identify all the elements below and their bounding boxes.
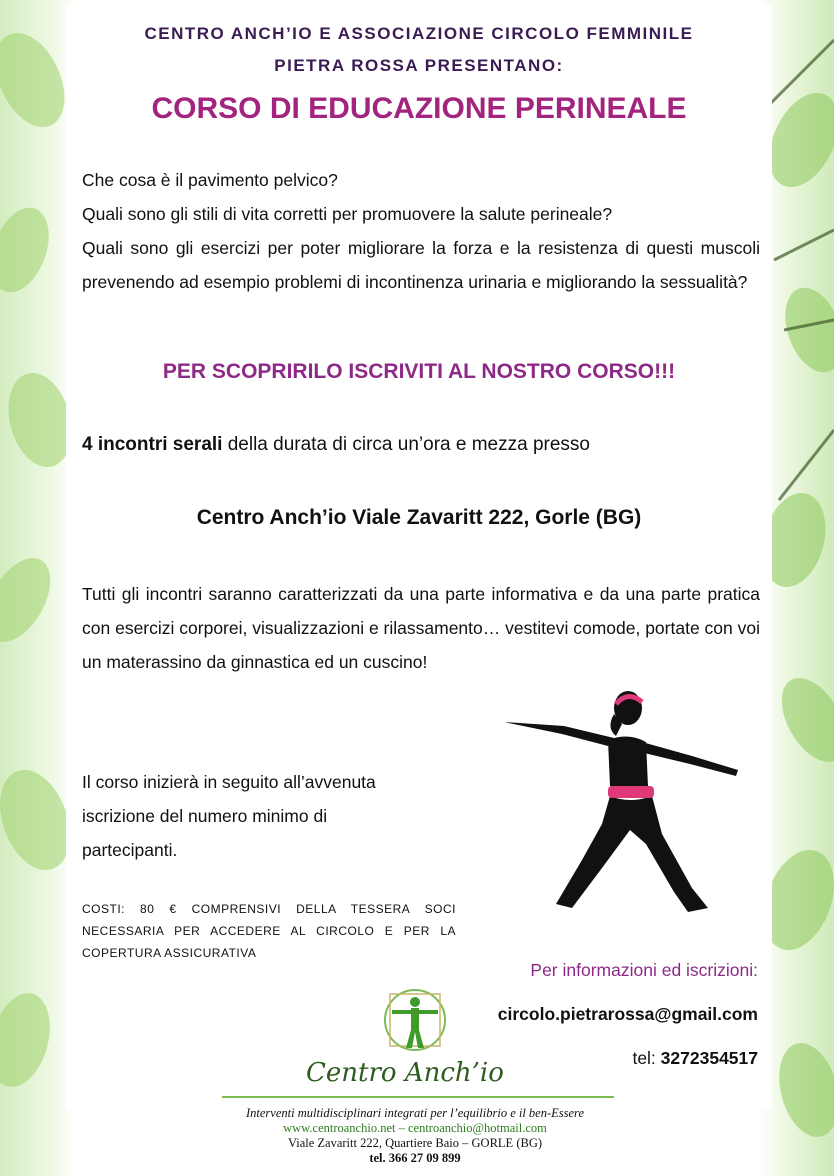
contact-label: Per informazioni ed iscrizioni: xyxy=(530,960,758,980)
course-title: CORSO DI EDUCAZIONE PERINEALE xyxy=(151,92,687,125)
footer xyxy=(204,1106,626,1166)
call-to-action: PER SCOPRIRILO ISCRIVITI AL NOSTRO CORSO!!! xyxy=(162,360,676,383)
question-1: Che cosa è il pavimento pelvico? xyxy=(82,170,338,190)
leaf-border-right xyxy=(764,0,834,1176)
header-line-2: PIETRA ROSSA PRESENTANO: xyxy=(274,56,564,75)
meetings-description: della durata di circa un’ora e mezza presso xyxy=(222,434,590,455)
header-line-1: CENTRO ANCH’IO E ASSOCIAZIONE CIRCOLO FEMMINILE xyxy=(144,24,694,43)
brand-wordmark: Centro Anch’io xyxy=(306,1058,504,1088)
question-2: Quali sono gli stili di vita corretti per promuovere la salute perineale? xyxy=(82,204,613,224)
footer-links[interactable]: www.centroanchio.net – centroanchio@hotmail.com xyxy=(283,1121,547,1135)
venue-address: Centro Anch’io Viale Zavaritt 222, Gorle (BG) xyxy=(196,506,642,529)
course-details: Tutti gli incontri saranno caratterizzati da una parte informativa e da una parte pratica con esercizi corporei, visualizzazioni e rilassamento… vestitevi comode, portate con voi un materassino da ginnastica ed un cuscino! xyxy=(82,584,760,672)
costs-note: COSTI: 80 € COMPRENSIVI DELLA TESSERA SOCI NECESSARIA PER ACCEDERE AL CIRCOLO E PER LA COPERTURA ASSICURATIVA xyxy=(82,902,456,960)
yoga-woman-silhouette xyxy=(502,684,742,924)
contact-email[interactable]: circolo.pietrarossa@gmail.com xyxy=(497,1004,758,1024)
footer-phone: tel. 366 27 09 899 xyxy=(369,1151,461,1165)
start-condition: Il corso inizierà in seguito all’avvenuta iscrizione del numero minimo di partecipanti. xyxy=(82,772,376,860)
meetings-count: 4 incontri serali xyxy=(82,434,223,455)
phone-label: tel: xyxy=(632,1048,661,1068)
footer-address: Viale Zavaritt 222, Quartiere Baio – GORLE (BG) xyxy=(287,1136,543,1150)
leaf-border-left xyxy=(0,0,70,1176)
intro-questions xyxy=(82,163,760,299)
footer-divider xyxy=(222,1096,614,1098)
meetings-info xyxy=(82,434,590,456)
contact-phone[interactable] xyxy=(632,1048,758,1069)
phone-number: 3272354517 xyxy=(660,1048,758,1068)
footer-tagline: Interventi multidisciplinari integrati per l’equilibrio e il ben-Essere xyxy=(245,1106,585,1120)
flyer-page xyxy=(66,6,772,1110)
question-3: Quali sono gli esercizi per poter migliorare la forza e la resistenza di questi muscoli prevenendo ad esempio problemi di incontinenza urinaria e migliorando la sessualità? xyxy=(82,238,760,292)
presenters-header xyxy=(66,18,772,82)
vitruvian-logo-icon xyxy=(380,986,450,1058)
